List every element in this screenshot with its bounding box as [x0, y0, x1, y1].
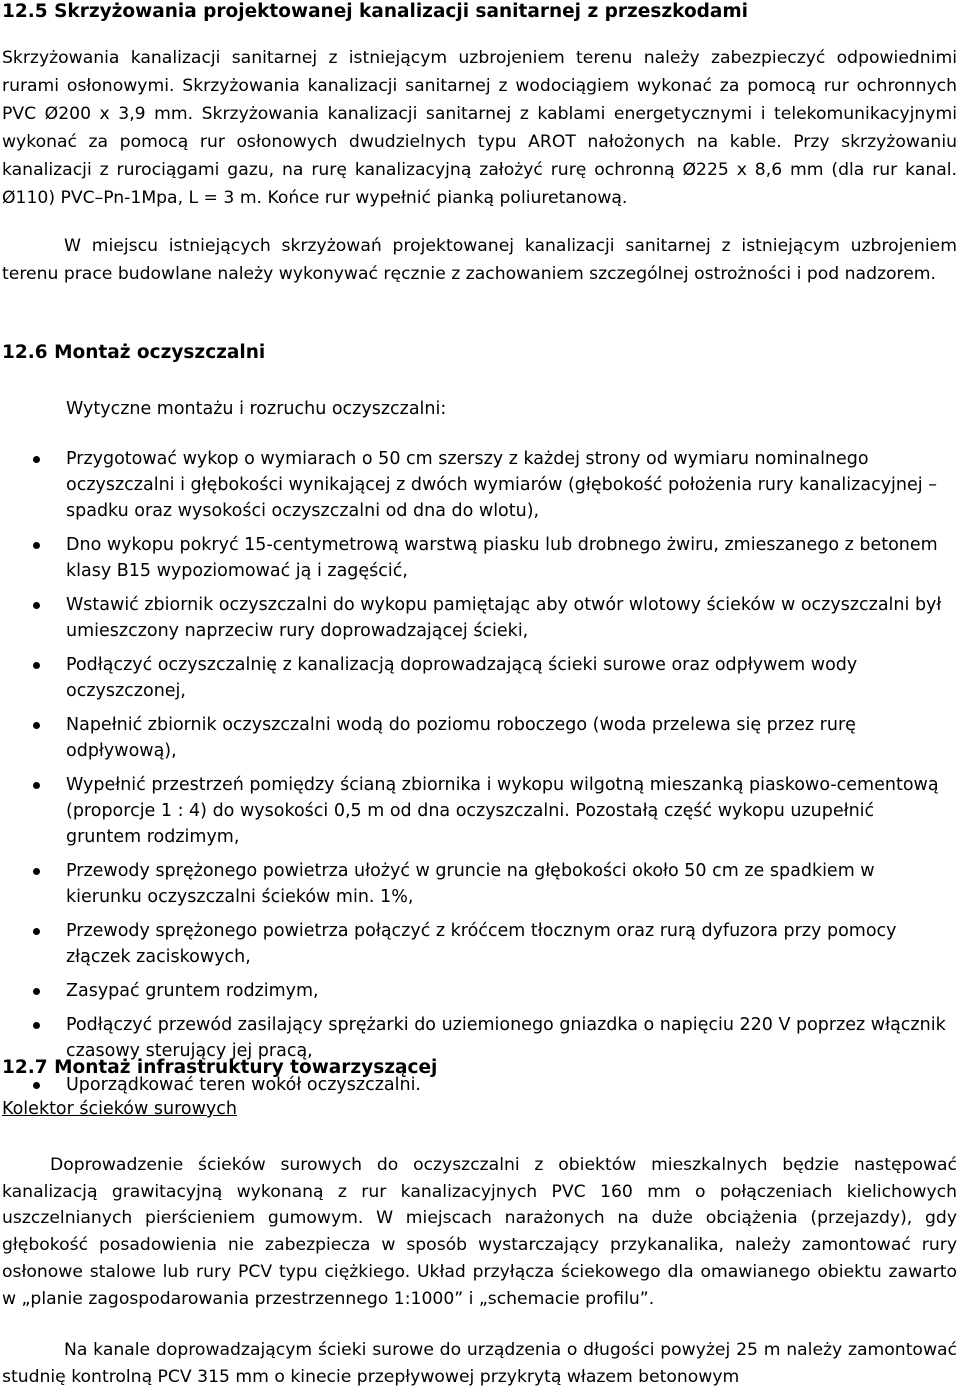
bullet-icon [33, 782, 40, 789]
list-item-text: Podłączyć oczyszczalnię z kanalizacją doprowadzającą ścieki surowe oraz odpływem wody oczyszczonej, [66, 655, 858, 701]
list-item [0, 772, 960, 850]
bullet-icon [33, 602, 40, 609]
list-item [0, 652, 960, 704]
list-item [0, 918, 960, 970]
list-item [0, 712, 960, 764]
list-item-text: Zasypać gruntem rodzimym, [66, 981, 319, 1001]
list-item-text: Przygotować wykop o wymiarach o 50 cm szerszy z każdej strony od wymiaru nominalnego oczyszczalni i głębokości wynikającej z dwóch wymiarów (głębokość położenia rury kanalizacyjnej – spadku oraz wysokości oczyszczalni od dna do wlotu), [66, 449, 937, 521]
list-item-text: Przewody sprężonego powietrza ułożyć w gruncie na głębokości około 50 cm ze spadkiem w kierunku oczyszczalni ścieków min. 1%, [66, 861, 875, 907]
list-item-text: Wypełnić przestrzeń pomiędzy ścianą zbiornika i wykopu wilgotną mieszanką piaskowo-cementową (proporcje 1 : 4) do wysokości 0,5 m od dna oczyszczalni. Pozostałą część wykopu uzupełnić gruntem rodzimym, [66, 775, 939, 847]
section-12-6-heading: 12.6 Montaż oczyszczalni [2, 342, 266, 363]
bullet-icon [33, 542, 40, 549]
section-12-5-paragraph-2: W miejscu istniejących skrzyżowań projektowanej kanalizacji sanitarnej z istniejącym uzbrojeniem terenu prace budowlane należy wykonywać ręcznie z zachowaniem szczególnej ostrożności i pod nadzorem. [2, 236, 957, 284]
bullet-icon [33, 456, 40, 463]
bullet-icon [33, 988, 40, 995]
bullet-icon [33, 1082, 40, 1089]
list-item [0, 532, 960, 584]
list-item-text: Uporządkować teren wokół oczyszczalni. [66, 1075, 421, 1095]
bullet-icon [33, 868, 40, 875]
section-12-7-paragraph-2: Na kanale doprowadzającym ścieki surowe do urządzenia o długości powyżej 25 m należy zamontować studnię kontrolną PCV 315 mm o kinecie przepływowej przykrytą włazem betonowym [2, 1340, 957, 1387]
bullet-icon [33, 722, 40, 729]
list-item [0, 446, 960, 524]
list-item [0, 592, 960, 644]
list-item-text: Podłączyć przewód zasilający sprężarki do uziemionego gniazdka o napięciu 220 V poprzez włącznik czasowy sterujący jej pracą, [66, 1015, 946, 1061]
section-12-7-paragraph-1: Doprowadzenie ścieków surowych do oczyszczalni z obiektów mieszkalnych będzie następować kanalizacją grawitacyjną wykonaną z rur kanalizacyjnych PVC 160 mm o połączeniach kielichowych uszczelnianych pierścieniem gumowym. W miejscach narażonych na duże obciążenia (przejazdy), gdy głębokość posadowienia nie zabezpiecza w sposób wystarczający przykanalika, należy zamontować rury osłonowe stalowe lub rury PCV typu ciężkiego. Układ przyłącza ściekowego dla omawianego obiektu zawarto w „planie zagospodarowania przestrzennego 1:1000” i „schemacie profilu”. [2, 1155, 957, 1309]
section-12-5-heading: 12.5 Skrzyżowania projektowanej kanalizacji sanitarnej z przeszkodami [2, 1, 748, 22]
bullet-icon [33, 1022, 40, 1029]
bullet-icon [33, 662, 40, 669]
list-item-text: Napełnić zbiornik oczyszczalni wodą do poziomu roboczego (woda przelewa się przez rurę odpływową), [66, 715, 856, 761]
section-12-7-heading: 12.7 Montaż infrastruktury towarzyszącej [2, 1057, 438, 1078]
list-item-text: Wstawić zbiornik oczyszczalni do wykopu pamiętając aby otwór wlotowy ścieków w oczyszczalni był umieszczony naprzeciw rury doprowadzającej ścieki, [66, 595, 942, 641]
list-item [0, 858, 960, 910]
list-item [0, 978, 960, 1004]
section-12-5-paragraph-1: Skrzyżowania kanalizacji sanitarnej z istniejącym uzbrojeniem terenu należy zabezpieczyć odpowiednimi rurami osłonowymi. Skrzyżowania kanalizacji sanitarnej z wodociągiem wykonać za pomocą rur ochronnych PVC Ø200 x 3,9 mm. Skrzyżowania kanalizacji sanitarnej z kablami energetycznymi i telekomunikacyjnymi wykonać za pomocą rur osłonowych dwudzielnych typu AROT nałożonych na kable. Przy skrzyżowaniu kanalizacji z rurociągami gazu, na rurę kanalizacyjną założyć rurę ochronną Ø225 x 8,6 mm (dla rur kanal. Ø110) PVC–Pn-1Mpa, L = 3 m. Końce rur wypełnić pianką poliuretanową. [2, 48, 957, 208]
list-item-text: Przewody sprężonego powietrza połączyć z króćcem tłocznym oraz rurą dyfuzora przy pomocy złączek zaciskowych, [66, 921, 897, 967]
installation-steps-list [0, 446, 960, 1106]
section-12-6-subtitle: Wytyczne montażu i rozruchu oczyszczalni: [66, 399, 447, 419]
bullet-icon [33, 928, 40, 935]
list-item-text: Dno wykopu pokryć 15-centymetrową warstwą piasku lub drobnego żwiru, zmieszanego z betonem klasy B15 wypoziomować ją i zagęścić, [66, 535, 938, 581]
section-12-7-subheading: Kolektor ścieków surowych [2, 1099, 237, 1119]
